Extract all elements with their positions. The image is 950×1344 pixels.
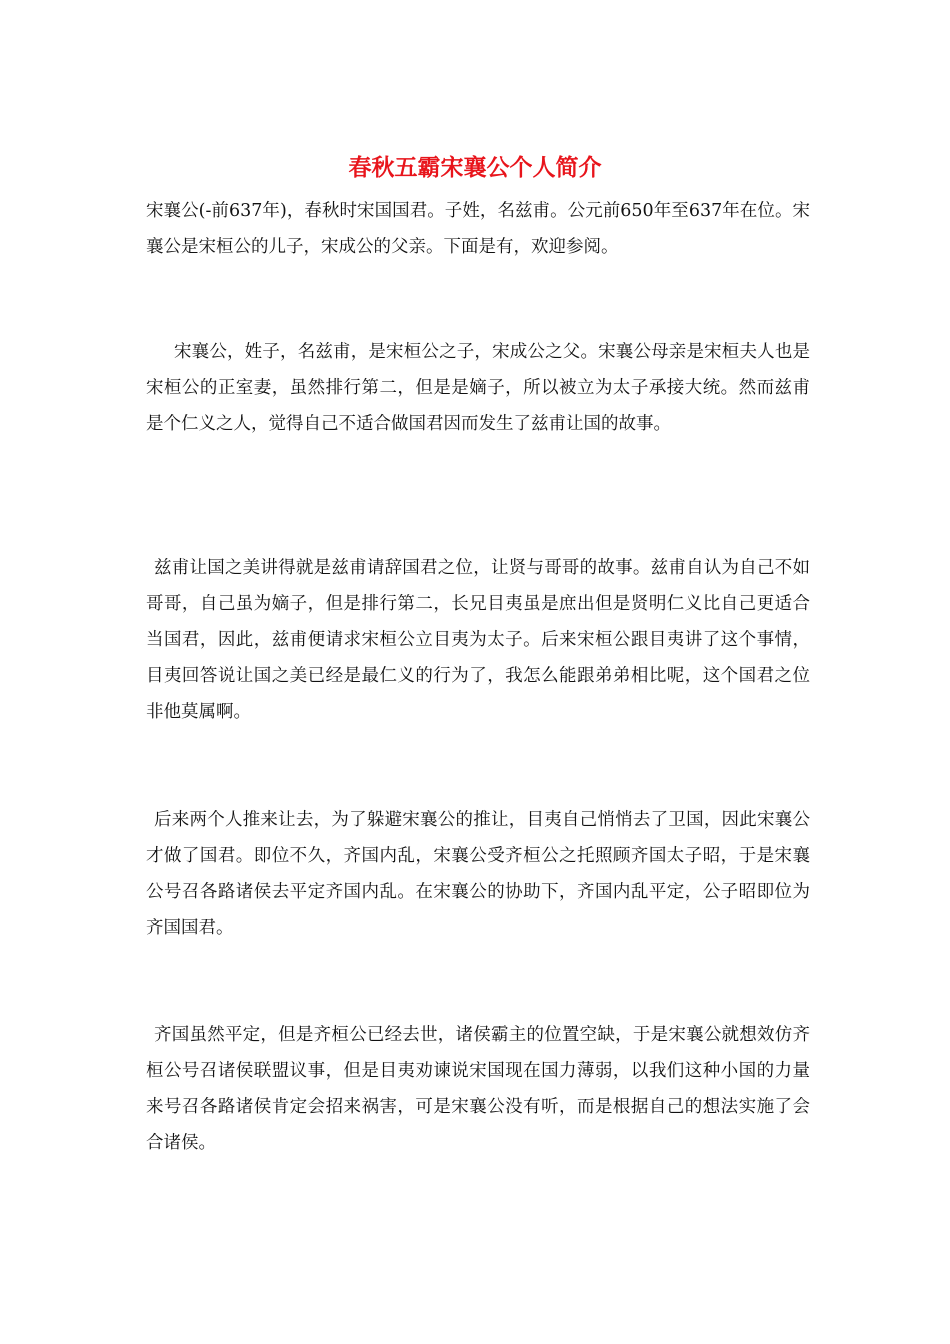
paragraph-yielding-the-throne: 兹甫让国之美讲得就是兹甫请辞国君之位，让贤与哥哥的故事。兹甫自认为自己不如哥哥，自己虽为嫡子，但是排行第二，长兄目夷虽是庶出但是贤明仁义比自己更适合当国君，因此，兹甫便请求宋桓公立目夷为太子。后来宋桓公跟目夷讲了这个事情，目夷回答说让国之美已经是最仁义的行为了，我怎么能跟弟弟相比呢，这个国君之位非他莫属啊。 [146, 558, 810, 722]
document-title: 春秋五霸宋襄公个人简介 [348, 154, 602, 181]
paragraph-accession: 后来两个人推来让去，为了躲避宋襄公的推让，目夷自己悄悄去了卫国，因此宋襄公才做了国君。即位不久，齐国内乱，宋襄公受齐桓公之托照顾齐国太子昭，于是宋襄公号召各路诸侯去平定齐国内乱。在宋襄公的协助下，齐国内乱平定，公子昭即位为齐国国君。 [146, 810, 810, 938]
paragraph-background: 宋襄公，姓子，名兹甫，是宋桓公之子，宋成公之父。宋襄公母亲是宋桓夫人也是宋桓公的正室妻，虽然排行第二，但是是嫡子，所以被立为太子承接大统。然而兹甫是个仁义之人，觉得自己不适合做国君因而发生了兹甫让国的故事。 [146, 342, 810, 434]
paragraph-alliance: 齐国虽然平定，但是齐桓公已经去世，诸侯霸主的位置空缺，于是宋襄公就想效仿齐桓公号召诸侯联盟议事，但是目夷劝谏说宋国现在国力薄弱，以我们这种小国的力量来号召各路诸侯肯定会招来祸害，可是宋襄公没有听，而是根据自己的想法实施了会合诸侯。 [146, 1025, 810, 1153]
paragraph-intro: 宋襄公(-前637年)，春秋时宋国国君。子姓，名兹甫。公元前650年至637年在位。宋襄公是宋桓公的儿子，宋成公的父亲。下面是有，欢迎参阅。 [146, 201, 810, 257]
